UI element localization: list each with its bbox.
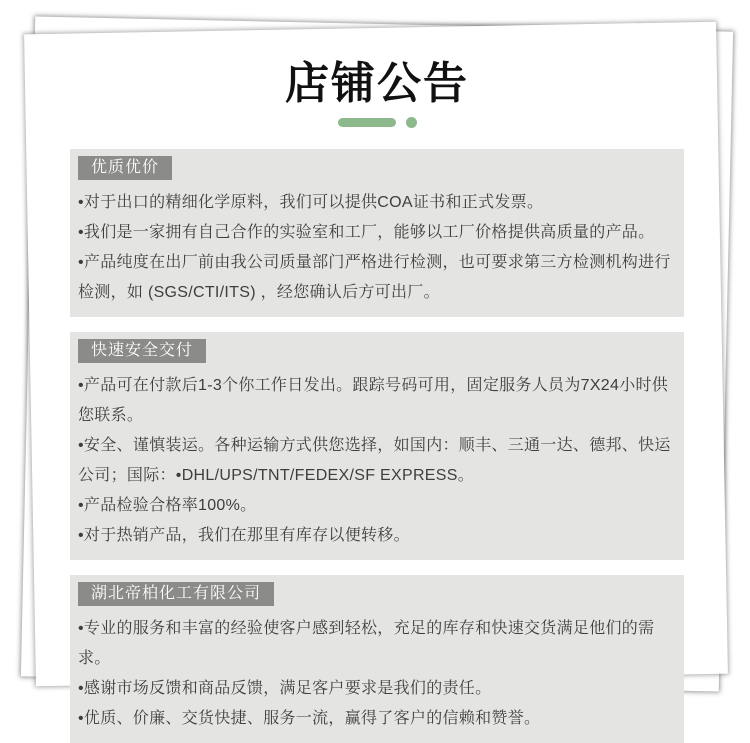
- bullet-item: •对于出口的精细化学原料，我们可以提供COA证书和正式发票。: [78, 194, 544, 211]
- section-heading: 快速安全交付: [78, 339, 206, 363]
- bullet-item: •产品检验合格率100%。: [78, 497, 257, 514]
- bullet-item: •我们是一家拥有自己合作的实验室和工厂，能够以工厂价格提供高质量的产品。: [78, 224, 655, 241]
- sections-list: [40, 149, 714, 743]
- bullet-item: •产品纯度在出厂前由我公司质量部门严格进行检测，也可要求第三方检测机构进行检测，如 (SGS/CTI/ITS) ，经您确认后方可出厂。: [78, 254, 671, 301]
- bullet-list: [78, 188, 676, 308]
- page-sheet: [40, 34, 714, 727]
- bullet-item: •优质、价廉、交货快捷、服务一流，赢得了客户的信赖和赞誉。: [78, 710, 541, 727]
- bullet-list: [78, 371, 676, 551]
- bullet-item: •对于热销产品，我们在那里有库存以便转移。: [78, 527, 410, 544]
- bullet-item: •安全、谨慎装运。各种运输方式供您选择，如国内：顺丰、三通一达、德邦、快运公司；国际：•DHL/UPS/TNT/FEDEX/SF EXPRESS。: [78, 437, 671, 484]
- bullet-list: [78, 614, 676, 734]
- section-company: [70, 575, 684, 743]
- page-title: 店铺公告: [285, 59, 469, 108]
- section-heading: 优质优价: [78, 156, 172, 180]
- title-underline-decoration: [40, 116, 714, 129]
- bullet-item: •感谢市场反馈和商品反馈，满足客户要求是我们的责任。: [78, 680, 492, 697]
- bullet-item: •产品可在付款后1-3个你工作日发出。跟踪号码可用，固定服务人员为7X24小时供您联系。: [78, 377, 669, 424]
- divider-line-icon: [338, 118, 396, 127]
- section-heading: 湖北帝柏化工有限公司: [78, 582, 274, 606]
- section-quality: [70, 149, 684, 317]
- divider-dot-icon: [406, 117, 417, 128]
- section-delivery: [70, 332, 684, 560]
- bullet-item: •专业的服务和丰富的经验使客户感到轻松，充足的库存和快速交货满足他们的需求。: [78, 620, 655, 667]
